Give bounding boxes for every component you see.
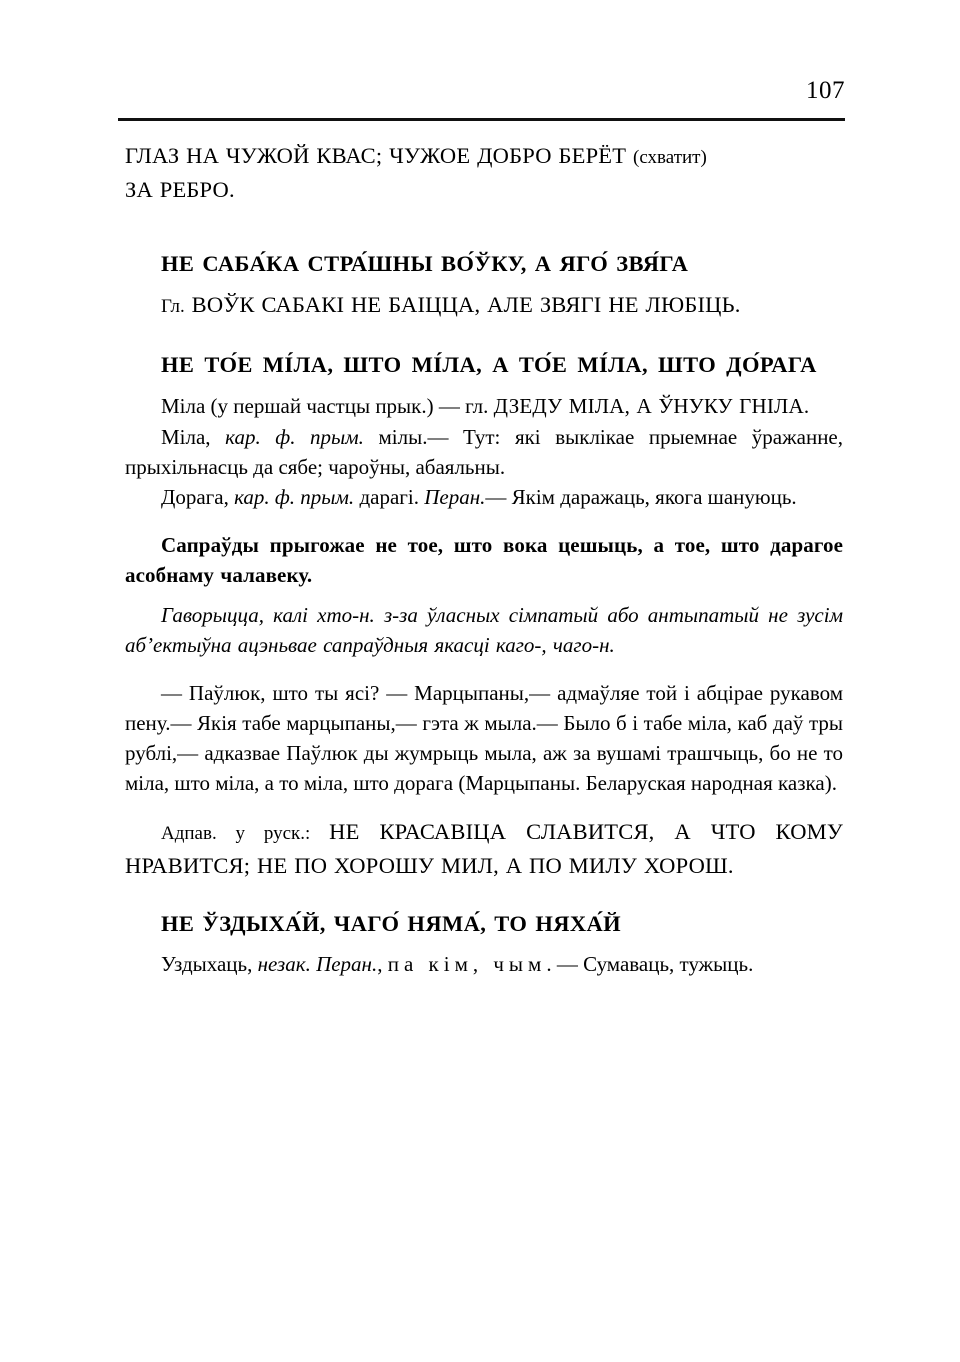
entry3-gloss <box>125 949 843 979</box>
entry-headword-1: НЕ САБА́КА СТРА́ШНЫ ВО́ЎКУ, А ЯГО́ ЗВЯ́ГА <box>161 251 689 276</box>
entry-crossref-1 <box>125 289 843 323</box>
gloss3-lead: Уздыхаць, <box>161 952 258 976</box>
gloss-mila-lead: Міла, <box>161 425 226 449</box>
entry2-gloss-mila <box>125 422 843 482</box>
entry2-note-referral <box>125 390 843 422</box>
entry-headword-3: НЕ ЎЗДЫХА́Й, ЧАГО́ НЯМА́, ТО НЯХА́Й <box>161 911 622 936</box>
header-rule <box>118 118 845 121</box>
gloss-doraha-peran: Перан. <box>424 485 486 509</box>
entry2-citation: — Паўлюк, што ты ясі? — Марцыпаны,— адмаўляе той і абцірае рукавом пену.— Якія табе марцыпаны,— гэта ж мыла.— Было б і табе міла, каб даў тры рублі,— адказвае Паўлюк ды жумрыць мыла, аж за вушамі трашчыць, бо не то міла, што міла, а то міла, што дорага (Марцыпаны. Беларуская народная казка). <box>125 681 843 795</box>
gloss-mila-rest: мілы.— Тут: які выклікае прыемнае ўражанне, прыхільнасць да сябе; чароўны, абаяльны. <box>125 425 843 479</box>
entry2-usage-note: Гаворыцца, калі хто-н. з-за ўласных сімпатый або антыпатый не зусім аб’ектыўна ацэньвае сапраўдныя якасці каго-, чаго-н. <box>125 603 843 657</box>
gloss-doraha-lead: Дорага, <box>161 485 235 509</box>
entry2-sense-definition: Сапраўды прыгожае не тое, што вока цешыць, а тое, што дарагое асобнаму чалавеку. <box>125 533 843 587</box>
proverb-russian-main: ГЛАЗ НА ЧУЖОЙ КВАС; ЧУЖОЕ ДОБРО БЕРЁТ <box>125 143 627 168</box>
gloss-mila-abbrev: кар. ф. прым. <box>225 425 364 449</box>
page-body <box>125 140 843 979</box>
gloss-doraha-rest: — Якім даражаць, якога шануюць. <box>485 485 797 509</box>
entry2-russian-equivalent <box>125 816 843 882</box>
gloss3-comma: , <box>377 952 388 976</box>
crossref-text-1: ВОЎК САБАКІ НЕ БАІЦЦА, АЛЕ ЗВЯГІ НЕ ЛЮБІЦЬ. <box>191 292 741 317</box>
page-header <box>118 78 845 122</box>
proverb-russian-paren: (схватит) <box>633 147 707 168</box>
gloss3-rest: . — Сумаваць, тужыць. <box>546 952 754 976</box>
equivalent-text: НЕ КРАСАВІЦА СЛАВИТСЯ, А ЧТО КОМУ НРАВИТСЯ; НЕ ПО ХОРОШУ МИЛ, А ПО МИЛУ ХОРОШ. <box>125 819 843 878</box>
crossref-label-1: Гл. <box>161 296 185 317</box>
gloss3-abbrev: незак. Перан. <box>257 952 378 976</box>
gloss3-government: па кім, чым <box>387 952 547 976</box>
entry2-note-lead: Міла (у першай частцы прык.) — гл. <box>161 394 494 418</box>
entry-headword-2: НЕ ТО́Е МІ́ЛА, ШТО МІ́ЛА, А ТО́Е МІ́ЛА, ШТО ДО́РАГА <box>161 352 817 377</box>
equivalent-label: Адпав. у руск.: <box>161 823 330 844</box>
entry2-note-crossref: ДЗЕДУ МІЛА, А ЎНУКУ ГНІЛА. <box>493 394 810 418</box>
proverb-russian-continuation <box>125 140 843 206</box>
proverb-russian-tail: ЗА РЕБРО. <box>125 177 235 202</box>
page-number: 107 <box>806 77 845 104</box>
gloss-doraha-abbrev: кар. ф. прым. <box>234 485 355 509</box>
gloss-doraha-mid: дарагі. <box>354 485 425 509</box>
entry2-gloss-doraha <box>125 482 843 512</box>
